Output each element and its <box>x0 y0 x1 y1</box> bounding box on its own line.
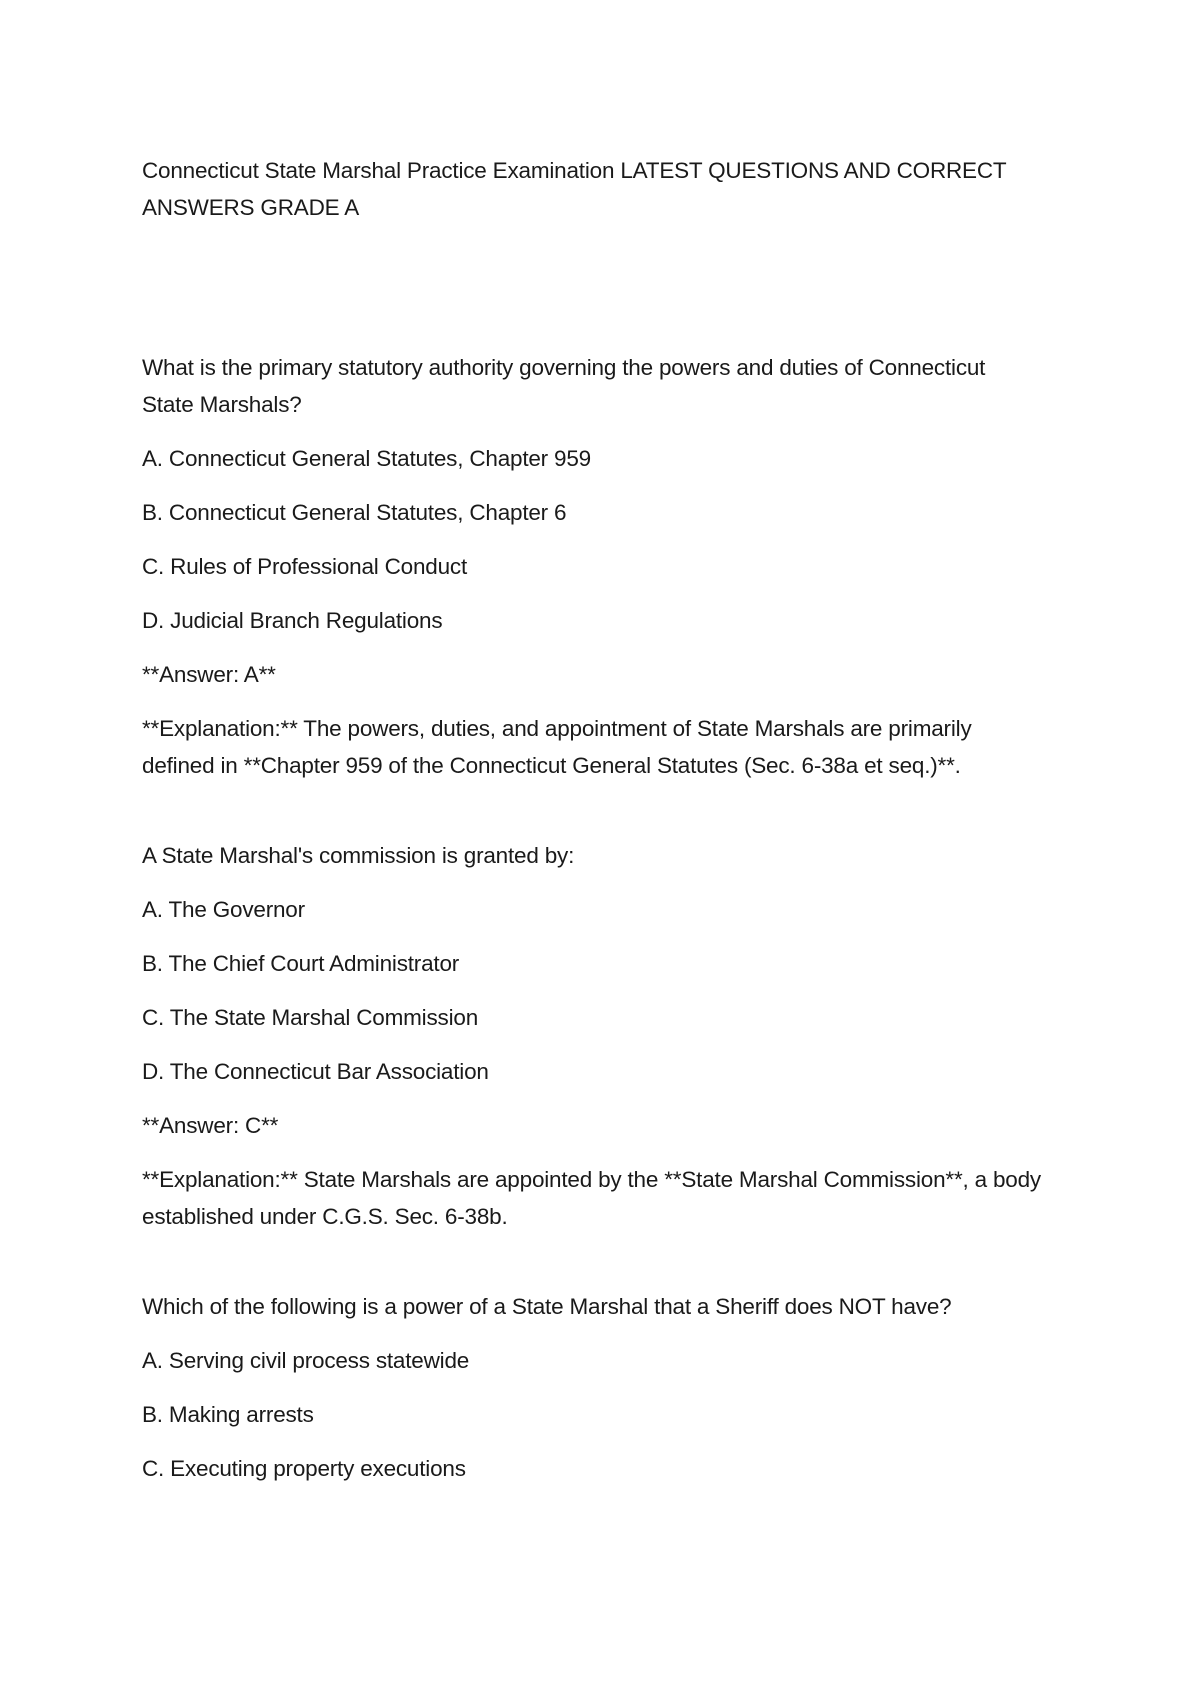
option-a: A. Serving civil process statewide <box>142 1348 470 1373</box>
option-c: C. Rules of Professional Conduct <box>142 554 468 579</box>
option-d: D. The Connecticut Bar Association <box>142 1059 489 1084</box>
option-b: B. The Chief Court Administrator <box>142 951 460 976</box>
option-d: D. Judicial Branch Regulations <box>142 608 443 633</box>
explanation-text: **Explanation:** State Marshals are appointed by the **State Marshal Commission**, a body established under C.G.S. Sec. 6-38b. <box>142 1167 1041 1229</box>
explanation-text: **Explanation:** The powers, duties, and appointment of State Marshals are primarily defined in **Chapter 959 of the Connecticut General Statutes (Sec. 6-38a et seq.)**. <box>142 716 972 778</box>
question-block-3 <box>142 1288 1042 1487</box>
option-b: B. Connecticut General Statutes, Chapter 6 <box>142 500 567 525</box>
document-title: Connecticut State Marshal Practice Examination LATEST QUESTIONS AND CORRECT ANSWERS GRADE A <box>142 158 1007 220</box>
option-a: A. Connecticut General Statutes, Chapter 959 <box>142 446 591 471</box>
answer-line: **Answer: C** <box>142 1113 279 1138</box>
question-text: Which of the following is a power of a State Marshal that a Sheriff does NOT have? <box>142 1294 952 1319</box>
document-body <box>142 152 1042 1504</box>
question-text: A State Marshal's commission is granted by: <box>142 843 575 868</box>
question-text: What is the primary statutory authority governing the powers and duties of Connecticut State Marshals? <box>142 355 986 417</box>
option-c: C. Executing property executions <box>142 1456 466 1481</box>
question-block-2 <box>142 837 1042 1235</box>
option-b: B. Making arrests <box>142 1402 314 1427</box>
option-c: C. The State Marshal Commission <box>142 1005 479 1030</box>
question-block-1 <box>142 349 1042 784</box>
answer-line: **Answer: A** <box>142 662 276 687</box>
option-a: A. The Governor <box>142 897 305 922</box>
